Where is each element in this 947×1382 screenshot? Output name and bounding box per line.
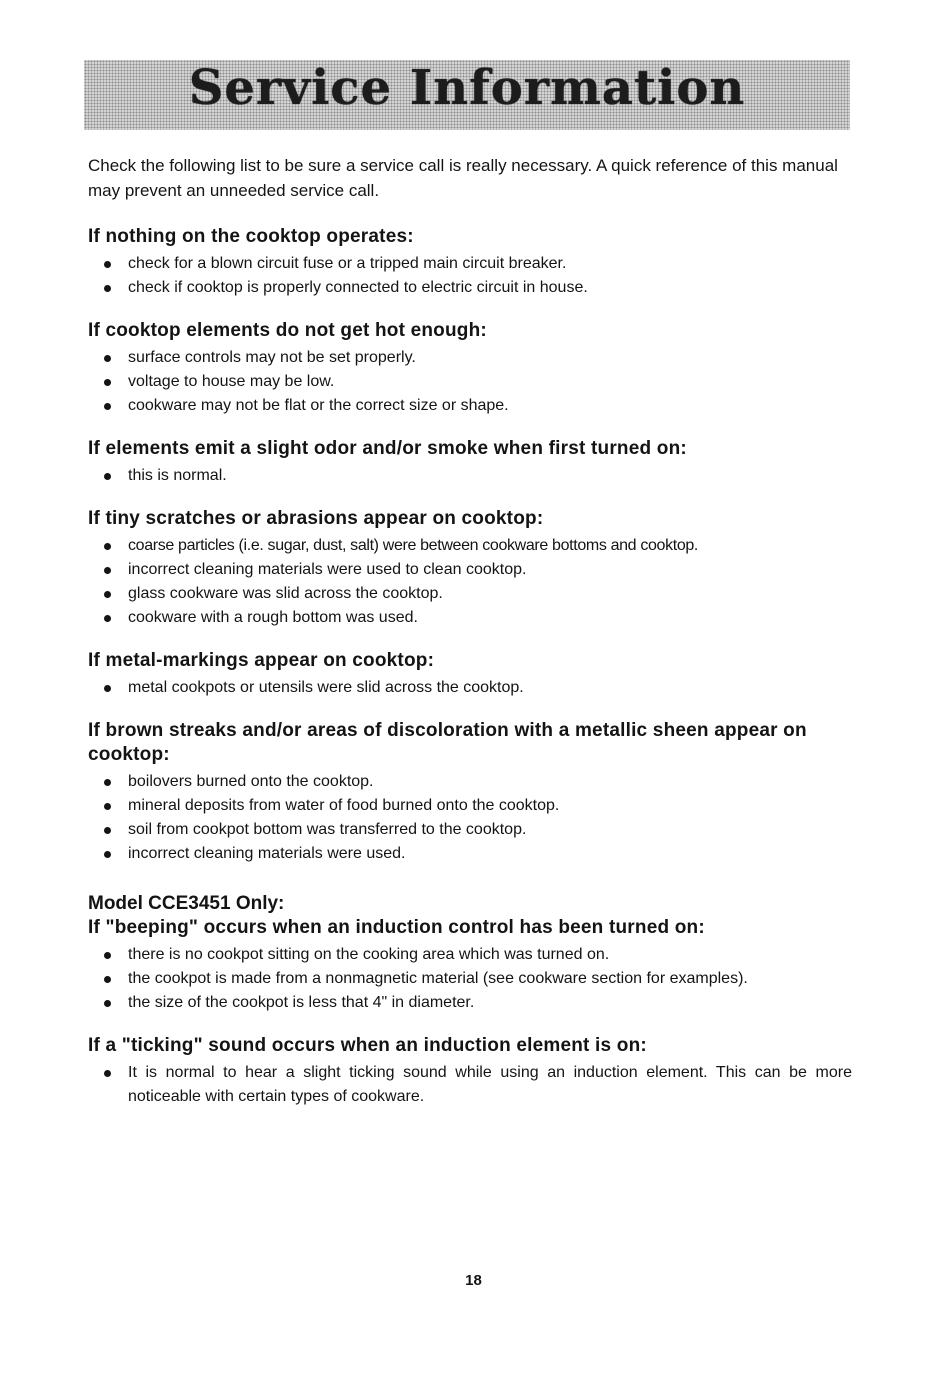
section-heading: If cooktop elements do not get hot enough: [88,320,487,341]
list-item: coarse particles (i.e. sugar, dust, salt) were between cookware bottoms and cooktop. [88,534,852,558]
section-heading: If a "ticking" sound occurs when an induction element is on: [88,1035,647,1056]
list-item: voltage to house may be low. [88,370,852,394]
list-item: boilovers burned onto the cooktop. [88,770,852,794]
list-item: cookware may not be flat or the correct size or shape. [88,394,852,418]
section-heading: If elements emit a slight odor and/or smoke when first turned on: [88,438,687,459]
bullet-list [88,534,852,630]
list-item: cookware with a rough bottom was used. [88,606,852,630]
section-heading: If tiny scratches or abrasions appear on cooktop: [88,508,544,529]
list-item: check if cooktop is properly connected to electric circuit in house. [88,276,852,300]
section-nothing-operates [88,225,852,300]
section-not-hot-enough [88,319,852,418]
list-item: glass cookware was slid across the cooktop. [88,582,852,606]
list-item: mineral deposits from water of food burned onto the cooktop. [88,794,852,818]
list-item: incorrect cleaning materials were used. [88,842,852,866]
bullet-list [88,770,852,866]
list-item: surface controls may not be set properly. [88,346,852,370]
section-beeping [88,892,852,1015]
section-heading: If nothing on the cooktop operates: [88,226,414,247]
section-scratches [88,507,852,630]
section-heading: If "beeping" occurs when an induction control has been turned on: [88,917,705,938]
section-heading: If brown streaks and/or areas of discoloration with a metallic sheen appear on cooktop: [88,720,807,765]
list-item: soil from cookpot bottom was transferred to the cooktop. [88,818,852,842]
intro-paragraph: Check the following list to be sure a service call is really necessary. A quick reference of this manual may prevent an unneeded service call. [88,156,838,200]
list-item: the cookpot is made from a nonmagnetic material (see cookware section for examples). [88,967,852,991]
bullet-list [88,464,852,488]
list-item: this is normal. [88,464,852,488]
section-ticking [88,1034,852,1109]
list-item: incorrect cleaning materials were used to clean cooktop. [88,558,852,582]
bullet-list [88,346,852,418]
service-content [88,153,852,1128]
bullet-list [88,943,852,1015]
bullet-list [88,676,852,700]
model-subheading: Model CCE3451 Only: [88,893,285,914]
section-heading: If metal-markings appear on cooktop: [88,650,435,671]
section-odor-smoke [88,437,852,488]
page-title: Service Information [188,60,746,116]
list-item: check for a blown circuit fuse or a tripped main circuit breaker. [88,252,852,276]
page-number: 18 [465,1272,482,1289]
list-item: metal cookpots or utensils were slid across the cooktop. [88,676,852,700]
list-item: there is no cookpot sitting on the cooking area which was turned on. [88,943,852,967]
list-item: It is normal to hear a slight ticking sound while using an induction element. This can be more noticeable with certain types of cookware. [88,1061,852,1109]
section-metal-markings [88,649,852,700]
bullet-list [88,252,852,300]
section-brown-streaks [88,719,852,866]
list-item: the size of the cookpot is less that 4" in diameter. [88,991,852,1015]
title-banner [84,60,850,130]
bullet-list [88,1061,852,1109]
